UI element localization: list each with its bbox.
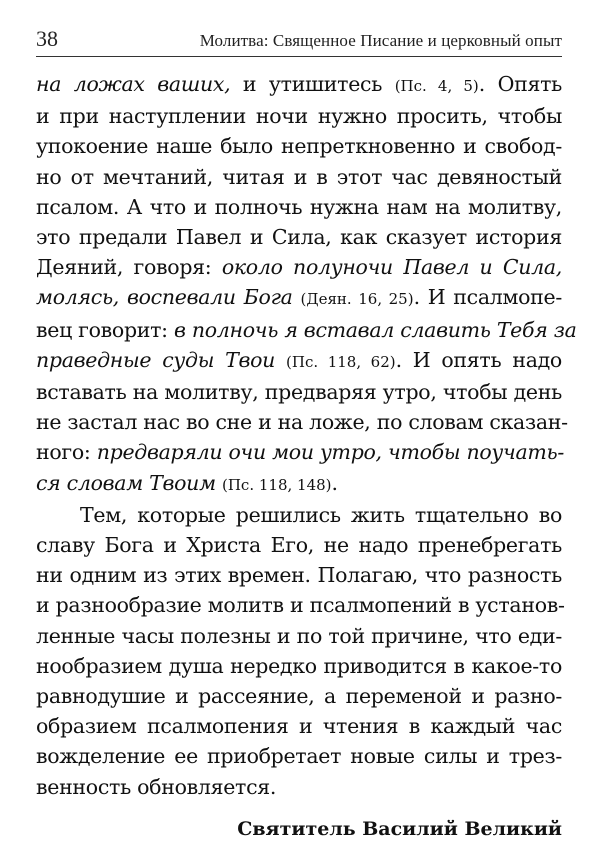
text-line xyxy=(36,741,562,771)
text-run: упокоение наше было непреткновенно и свобод- xyxy=(36,134,562,159)
quotation: на ложах ваших, xyxy=(36,72,231,96)
text-run: ленные часы полезны и по той причине, что еди- xyxy=(36,623,562,648)
text-run: вец говорит: xyxy=(36,317,174,342)
text-line xyxy=(36,621,562,651)
text-line xyxy=(36,131,562,161)
text-line xyxy=(36,772,562,802)
text-run: . xyxy=(331,470,338,495)
text-line xyxy=(36,377,562,407)
text-run: и утишитесь xyxy=(230,72,395,96)
scripture-reference: (Пс. 118, 148) xyxy=(221,475,332,494)
text-run: нообразием душа нередко приводится в какое-то xyxy=(36,653,562,678)
text-run: . Опять xyxy=(478,72,562,96)
text-line xyxy=(36,345,562,377)
quotation: молясь, воспевали Бога xyxy=(36,285,293,310)
text-line xyxy=(36,651,562,681)
text-run: вставать на молитву, предваряя утро, чтобы день xyxy=(36,380,562,405)
text-run: вожделение ее приобретает новые силы и трез- xyxy=(36,744,562,769)
text-line xyxy=(36,468,562,500)
quotation: около полуночи Павел и Сила, xyxy=(221,255,562,280)
text-line xyxy=(36,500,562,530)
text-run: но от мечтаний, читая и в этот час девяностый xyxy=(36,164,562,189)
text-run: это предали Павел и Сила, как сказует история xyxy=(36,225,562,250)
text-run: славу Бога и Христа Его, не надо пренебрегать xyxy=(36,533,562,558)
text-line xyxy=(36,69,562,101)
text-run: Тем, которые решились жить тщательно во xyxy=(80,502,562,527)
page-number: 38 xyxy=(36,26,58,51)
text-run: не застал нас во сне и на ложе, по словам сказан- xyxy=(36,410,568,435)
quotation: в полночь я вставал славить Тебя за xyxy=(174,317,577,342)
text-line xyxy=(36,681,562,711)
header-rule xyxy=(36,56,562,57)
text-run xyxy=(293,285,301,309)
text-run: ни одним из этих времен. Полагаю, что разность xyxy=(36,563,562,588)
running-title: Молитва: Священное Писание и церковный опыт xyxy=(199,31,562,50)
text-line xyxy=(36,560,562,590)
text-line xyxy=(36,162,562,192)
quotation: праведные суды Твои xyxy=(36,347,276,372)
quotation: ся словам Твоим xyxy=(36,470,216,495)
author-signature: Святитель Василий Великий xyxy=(237,817,562,840)
text-line xyxy=(36,437,562,467)
text-line xyxy=(36,530,562,560)
text-run: образием псалмопения и чтения в каждый час xyxy=(36,714,562,739)
text-run: равнодушие и рассеяние, а переменой и разно- xyxy=(36,684,562,709)
text-line xyxy=(36,252,562,282)
scripture-reference: (Пс. 118, 62) xyxy=(286,352,396,371)
text-line xyxy=(36,711,562,741)
text-line xyxy=(36,192,562,222)
paragraph-1 xyxy=(36,69,577,500)
text-run: венность обновляется. xyxy=(36,774,277,799)
quotation: предваряли очи мои утро, чтобы поучать- xyxy=(96,440,564,465)
text-line xyxy=(36,282,562,314)
text-run: . И опять надо xyxy=(395,347,562,372)
book-page xyxy=(36,22,577,840)
text-line xyxy=(36,101,562,131)
text-line xyxy=(36,315,577,345)
text-run xyxy=(275,348,286,372)
text-run: и разнообразие молитв и псалмопений в установ- xyxy=(36,593,565,618)
text-run: Деяний, говоря: xyxy=(36,255,222,280)
scripture-reference: (Деян. 16, 25) xyxy=(300,290,414,309)
text-line xyxy=(36,222,562,252)
scripture-reference: (Пс. 4, 5) xyxy=(394,77,479,95)
text-run: псалом. А что и полночь нужна нам на молитву, xyxy=(36,194,562,219)
text-run: . И псалмопе- xyxy=(413,285,563,310)
body-text xyxy=(36,69,577,802)
running-header xyxy=(36,22,562,54)
text-run: ного: xyxy=(36,440,97,465)
text-run: и при наступлении ночи нужно просить, чтобы xyxy=(36,104,562,129)
text-line xyxy=(36,590,565,620)
paragraph-2 xyxy=(36,500,565,802)
text-line xyxy=(36,407,568,437)
